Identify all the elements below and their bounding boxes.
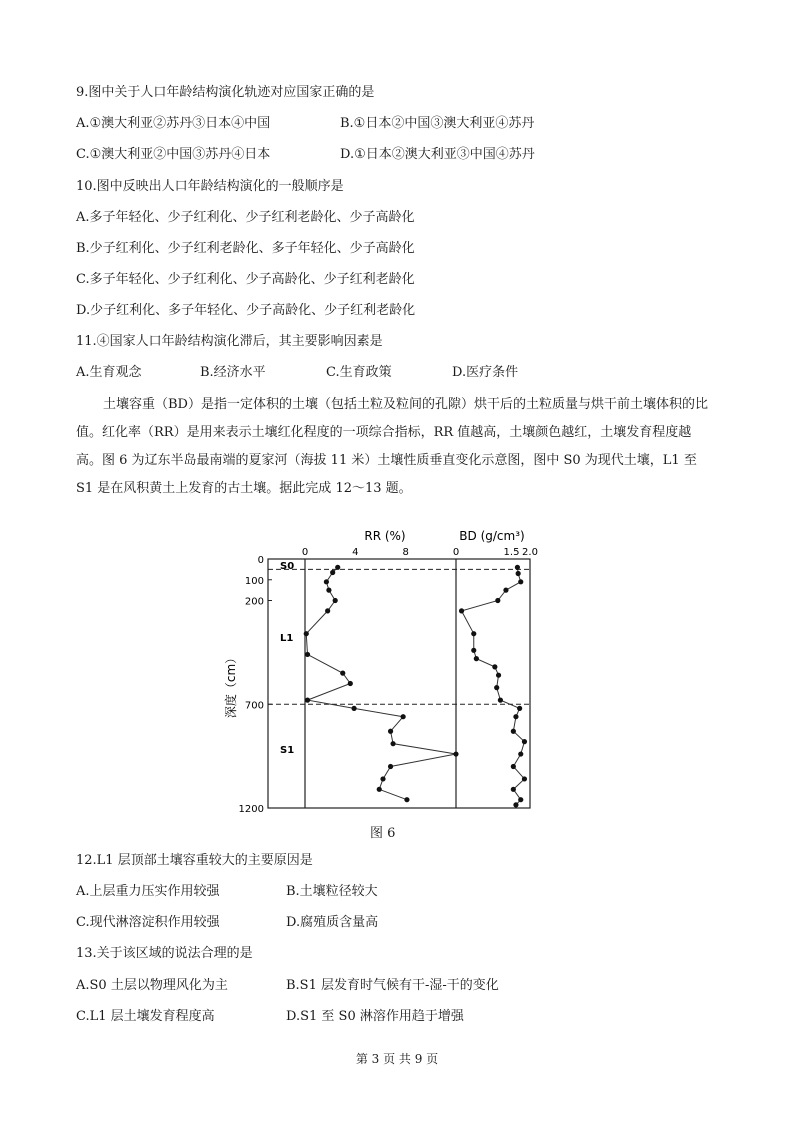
rr-data-point bbox=[305, 698, 310, 703]
q9-option-a: A.①澳大利亚②苏丹③日本④中国 bbox=[76, 116, 271, 131]
bd-data-point bbox=[518, 751, 523, 756]
q13-option-c: C.L1 层土壤发育程度高 bbox=[76, 1009, 215, 1024]
bd-tick-label: 1.5 bbox=[503, 547, 520, 558]
q10-option-c: C.多子年轻化、少子红利化、少子高龄化、少子红利老龄化 bbox=[76, 272, 415, 287]
depth-tick-label: 700 bbox=[244, 700, 264, 712]
rr-series-line bbox=[306, 567, 456, 799]
figure-caption: 图 6 bbox=[370, 826, 396, 841]
bd-data-point bbox=[522, 739, 527, 744]
bd-tick-label: 2.0 bbox=[522, 547, 538, 558]
q13-option-b: B.S1 层发育时气候有干-湿-干的变化 bbox=[286, 978, 499, 993]
depth-tick-label: 100 bbox=[244, 575, 264, 587]
rr-data-point bbox=[304, 631, 309, 636]
layer-label-s1: S1 bbox=[280, 745, 295, 756]
q10-option-d: D.少子红利化、多子年轻化、少子高龄化、少子红利老龄化 bbox=[76, 303, 416, 318]
q13-option-a: A.S0 土层以物理风化为主 bbox=[76, 978, 228, 993]
page-footer: 第 3 页 共 9 页 bbox=[355, 1052, 439, 1066]
bd-tick-labels bbox=[453, 547, 538, 558]
depth-tick-label: 200 bbox=[244, 596, 264, 608]
rr-tick-labels bbox=[302, 547, 409, 558]
bd-tick-label: 0 bbox=[452, 547, 460, 558]
rr-data-point bbox=[351, 706, 356, 711]
rr-data-point bbox=[324, 579, 329, 584]
depth-axis-title: 深度（cm） bbox=[224, 651, 238, 719]
rr-data-point bbox=[348, 681, 353, 686]
depth-tick-label: 0 bbox=[257, 555, 264, 566]
q9-option-b: B.①日本②中国③澳大利亚④苏丹 bbox=[340, 116, 535, 131]
q11-option-b: B.经济水平 bbox=[200, 365, 266, 380]
bd-data-point bbox=[474, 656, 479, 661]
rr-tick-label: 0 bbox=[301, 547, 309, 558]
rr-data-point bbox=[401, 714, 406, 719]
bd-data-point bbox=[516, 571, 521, 576]
bd-data-point bbox=[511, 729, 516, 734]
bd-data-point bbox=[494, 685, 499, 690]
bd-data-point bbox=[517, 706, 522, 711]
rr-tick-label: 4 bbox=[352, 547, 359, 558]
q12-option-d: D.腐殖质含量高 bbox=[286, 915, 379, 930]
depth-tick-labels bbox=[239, 555, 272, 815]
bd-series bbox=[459, 565, 527, 808]
bd-data-point bbox=[515, 565, 520, 570]
bd-data-point bbox=[511, 764, 516, 769]
layer-label-l1: L1 bbox=[280, 633, 294, 644]
bd-data-point bbox=[518, 579, 523, 584]
bd-axis-title: BD (g/cm³) bbox=[459, 529, 525, 543]
q11-option-c: C.生育政策 bbox=[326, 365, 392, 380]
q11-stem: 11.④国家人口年龄结构演化滞后，其主要影响因素是 bbox=[76, 334, 383, 349]
q12-option-b: B.土壤粒径较大 bbox=[286, 884, 378, 899]
q13-option-d: D.S1 至 S0 淋溶作用趋于增强 bbox=[286, 1009, 464, 1024]
q11-option-a: A.生育观念 bbox=[76, 365, 142, 380]
q10-stem: 10.图中反映出人口年龄结构演化的一般顺序是 bbox=[76, 179, 344, 194]
q10-option-a: A.多子年轻化、少子红利化、少子红利老龄化、少子高龄化 bbox=[76, 210, 415, 225]
rr-data-point bbox=[388, 764, 393, 769]
rr-data-point bbox=[377, 787, 382, 792]
rr-data-point bbox=[333, 598, 338, 603]
bd-data-point bbox=[495, 598, 500, 603]
layer-label-s0: S0 bbox=[280, 561, 295, 572]
rr-tick-label: 8 bbox=[402, 547, 409, 558]
rr-data-point bbox=[335, 565, 340, 570]
bd-data-point bbox=[511, 787, 516, 792]
rr-data-point bbox=[453, 751, 458, 756]
q9-option-c: C.①澳大利亚②中国③苏丹④日本 bbox=[76, 147, 271, 162]
passage: 土壤容重（BD）是指一定体积的土壤（包括土粒及粒间的孔隙）烘干后的土粒质量与烘干前土壤体积的比值。红化率（RR）是用来表示土壤红化程度的一项综合指标，RR 值越高，土壤颜色越红，土壤发育程度越高。图 6 为辽东半岛最南端的夏家河（海拔 11 米）土壤性质垂直变化示意图，图中 S0 为现代土壤，L1 至 S1 是在风积黄土上发育的古土壤。据此完成 12～13 题。 bbox=[76, 397, 708, 496]
q9-stem: 9.图中关于人口年龄结构演化轨迹对应国家正确的是 bbox=[76, 85, 375, 100]
bd-data-point bbox=[522, 776, 527, 781]
q10-option-b: B.少子红利化、少子红利老龄化、多子年轻化、少子高龄化 bbox=[76, 241, 415, 256]
bd-data-point bbox=[471, 648, 476, 653]
q9-option-d: D.①日本②澳大利亚③中国④苏丹 bbox=[340, 147, 535, 162]
bd-data-point bbox=[471, 631, 476, 636]
rr-series bbox=[304, 565, 459, 803]
q12-option-c: C.现代淋溶淀积作用较强 bbox=[76, 915, 220, 930]
rr-data-point bbox=[305, 652, 310, 657]
rr-data-point bbox=[326, 588, 331, 593]
q13-stem: 13.关于该区域的说法合理的是 bbox=[76, 946, 253, 961]
q12-option-a: A.上层重力压实作用较强 bbox=[76, 884, 220, 899]
depth-tick-label: 1200 bbox=[238, 804, 264, 815]
bd-data-point bbox=[498, 698, 503, 703]
bd-data-point bbox=[518, 797, 523, 802]
q12-stem: 12.L1 层顶部土壤容重较大的主要原因是 bbox=[76, 853, 313, 868]
bd-data-point bbox=[503, 588, 508, 593]
figure-6-chart bbox=[210, 525, 550, 820]
bd-data-point bbox=[496, 673, 501, 678]
rr-data-point bbox=[404, 797, 409, 802]
q11-option-d: D.医疗条件 bbox=[452, 365, 519, 380]
rr-axis-title: RR (%) bbox=[364, 529, 406, 543]
layer-boundaries bbox=[268, 569, 530, 704]
rr-data-point bbox=[330, 570, 335, 575]
rr-data-point bbox=[340, 671, 345, 676]
bd-data-point bbox=[513, 714, 518, 719]
bd-data-point bbox=[492, 664, 497, 669]
bd-data-point bbox=[513, 802, 518, 807]
plot-frame bbox=[268, 559, 530, 808]
rr-data-point bbox=[390, 741, 395, 746]
rr-data-point bbox=[325, 608, 330, 613]
rr-data-point bbox=[380, 776, 385, 781]
bd-data-point bbox=[459, 608, 464, 613]
bd-series-line bbox=[462, 567, 525, 805]
rr-data-point bbox=[388, 729, 393, 734]
